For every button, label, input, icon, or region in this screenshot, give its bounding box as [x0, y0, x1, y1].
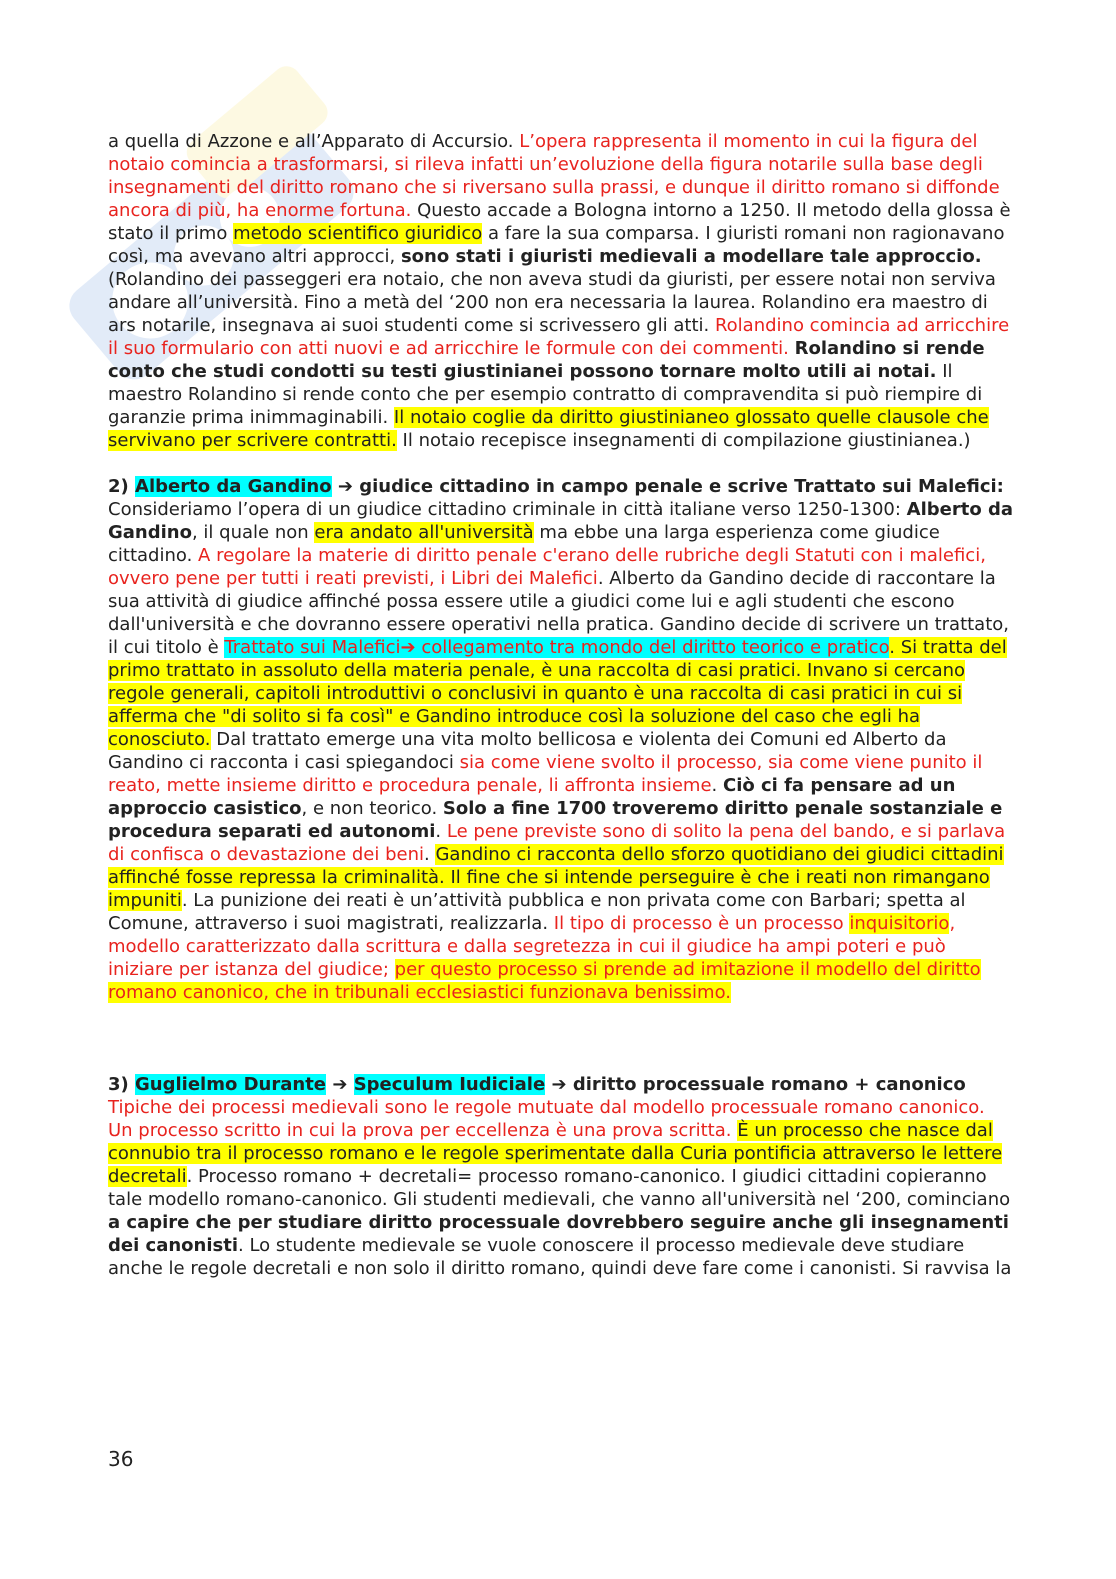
text-run: a fare la sua comparsa. I giuristi romani non ragionavano così, ma avevano altri approcci,	[108, 223, 1005, 267]
text-run: Il notaio coglie da diritto giustinianeo glossato quelle clausole che servivano per scrivere contratti.	[108, 407, 989, 451]
text-run: Il maestro Rolandino si rende conto che per esempio contratto di compravendita si può riempire di garanzie prima inimmaginabili.	[108, 361, 983, 428]
intro-paragraph	[108, 130, 1013, 268]
section-title: giudice cittadino in campo penale e scrive Trattato sui Malefici:	[352, 476, 1004, 497]
text-run: Il notaio recepisce insegnamenti di compilazione giustinianea.)	[396, 430, 971, 451]
page-number: 36	[108, 1447, 134, 1471]
text-run: Dal trattato emerge una vita molto bellicosa e violenta dei Comuni ed Alberto da Gandino ci racconta i casi spiegandoci	[108, 729, 947, 773]
text-run: A regolare la materie di diritto penale c'erano delle rubriche degli Statuti con i malefici, ovvero pene per tutti i reati previsti, i Libri dei Malefici	[108, 545, 986, 589]
text-run: Solo a fine 1700 troveremo diritto penale sostanziale e procedura separati ed autonomi	[108, 798, 1003, 842]
author-name: Alberto da Gandino	[135, 476, 332, 497]
text-run: .	[889, 637, 901, 658]
text-run: Trattato sui Malefici➔ collegamento tra mondo del diritto teorico e pratico	[224, 637, 890, 658]
text-run: Le pene previste sono di solito la pena del bando, e si parlava di confisca o devastazione dei beni	[108, 821, 1006, 865]
text-run: Ciò ci fa pensare ad un approccio casistico	[108, 775, 956, 819]
text-run: , e non teorico.	[301, 798, 443, 819]
durante-paragraph	[108, 1096, 1013, 1280]
text-run: .	[435, 821, 447, 842]
section-number: 3)	[108, 1074, 136, 1095]
text-run: Questo accade a Bologna intorno a 1250. Il metodo della glossa è stato il primo	[108, 200, 1011, 244]
text-run: Si tratta del primo trattato in assoluto della materia penale, è una raccolta di casi pratici. Invano si cercano regole generali, capitoli introduttivi o conclusivi in quanto è una raccolta di casi pratici in cui si afferma che "di solito si fa così" e Gandino introduce così la soluzione del caso che egli ha conosciuto.	[108, 637, 1007, 750]
text-run: È un processo che nasce dal connubio tra il processo romano e le regole sperimentate dalla Curia pontificia attraverso le lettere decretali	[108, 1120, 1003, 1187]
author-name: Guglielmo Durante	[135, 1074, 327, 1095]
work-title: Speculum Iudiciale	[353, 1074, 546, 1095]
text-run: .	[711, 775, 723, 796]
text-run: Alberto da Gandino	[108, 499, 1013, 543]
section-title: diritto processuale romano + canonico	[566, 1074, 966, 1095]
arrow-icon: ➔	[332, 1074, 348, 1095]
text-run: .	[424, 844, 436, 865]
text-run: Tipiche dei processi medievali sono le regole mutuate dal modello processuale romano canonico. Un processo scritto in cui la prova per eccellenza è una prova scritta.	[108, 1097, 985, 1141]
arrow-icon: ➔	[337, 476, 353, 497]
section-heading-gandino	[108, 475, 1013, 498]
text-run: ma ebbe una larga esperienza come giudice cittadino.	[108, 522, 940, 566]
text-run: L’opera rappresenta il momento in cui la figura del notaio comincia a trasformarsi, si rileva infatti un’evoluzione della figura notarile sulla base degli insegnamenti del diritto romano che si riversano sulla prassi, e dunque il diritto romano si diffonde ancora di più, ha enorme fortuna.	[108, 131, 1000, 221]
section-heading-durante	[108, 1073, 1013, 1096]
document-page	[108, 130, 1013, 1280]
text-run: . La punizione dei reati è un’attività pubblica e non privata come con Barbari; spetta al Comune, attraverso i suoi magistrati, realizzarla.	[108, 890, 966, 934]
text-run: Consideriamo l’opera di un giudice cittadino criminale in città italiane verso 1250-1300:	[108, 499, 907, 520]
text-run: . Alberto da Gandino decide di raccontare la sua attività di giudice affinché possa essere utile a giudici come lui e agli studenti che escono dall'università e che dovranno essere operativi nella pratica. Gandino decide di scrivere un trattato, il cui titolo è	[108, 568, 1010, 658]
text-run: Rolandino comincia ad arricchire il suo formulario con atti nuovi e ad arricchire le formule con dei commenti.	[108, 315, 1010, 359]
text-run: metodo scientifico giuridico	[233, 223, 483, 244]
text-run: per questo processo si prende ad imitazione il modello del diritto romano canonico, che in tribunali ecclesiastici funzionava benissimo.	[108, 959, 981, 1003]
text-run: sia come viene svolto il processo, sia come viene punito il reato, mette insieme diritto e procedura penale, li affronta insieme	[108, 752, 983, 796]
text-run: inquisitorio	[849, 913, 950, 934]
text-run: Rolandino si rende conto che studi condotti su testi giustinianei possono tornare molto utili ai notai.	[108, 338, 985, 382]
arrow-icon: ➔	[551, 1074, 567, 1095]
text-run: . Lo studente medievale se vuole conoscere il processo medievale deve studiare anche le regole decretali e non solo il diritto romano, quindi deve fare come i canonisti. Si ravvisa la	[108, 1235, 1012, 1279]
text-run: a quella di Azzone e all’Apparato di Accursio.	[108, 131, 520, 152]
text-run: sono stati i giuristi medievali a modellare tale approccio.	[400, 246, 982, 267]
text-run: , il quale non	[191, 522, 315, 543]
text-run: Il tipo di processo è un processo	[553, 913, 850, 934]
text-run: (Rolandino dei passeggeri era notaio, che non aveva studi da giuristi, per essere notai non serviva andare all’università. Fino a metà del ‘200 non era necessaria la laurea. Rolandino era maestro di ars notarile, insegnava ai suoi studenti come si scrivessero gli atti.	[108, 269, 996, 336]
section-number: 2)	[108, 476, 136, 497]
text-run: a capire che per studiare diritto processuale dovrebbero seguire anche gli insegnamenti dei canonisti	[108, 1212, 1009, 1256]
gandino-paragraph	[108, 498, 1013, 1004]
text-run: era andato all'università	[314, 522, 534, 543]
text-run: , modello caratterizzato dalla scrittura e dalla segretezza in cui il giudice ha ampi poteri e può iniziare per istanza del giudice;	[108, 913, 956, 980]
rolandino-paragraph	[108, 268, 1013, 452]
text-run: . Processo romano + decretali= processo romano-canonico. I giudici cittadini copieranno tale modello romano-canonico. Gli studenti medievali, che vanno all'università nel ‘200, cominciano	[108, 1166, 1011, 1210]
text-run: Gandino ci racconta dello sforzo quotidiano dei giudici cittadini affinché fosse repressa la criminalità. Il fine che si intende perseguire è che i reati non rimangano impuniti	[108, 844, 1004, 911]
